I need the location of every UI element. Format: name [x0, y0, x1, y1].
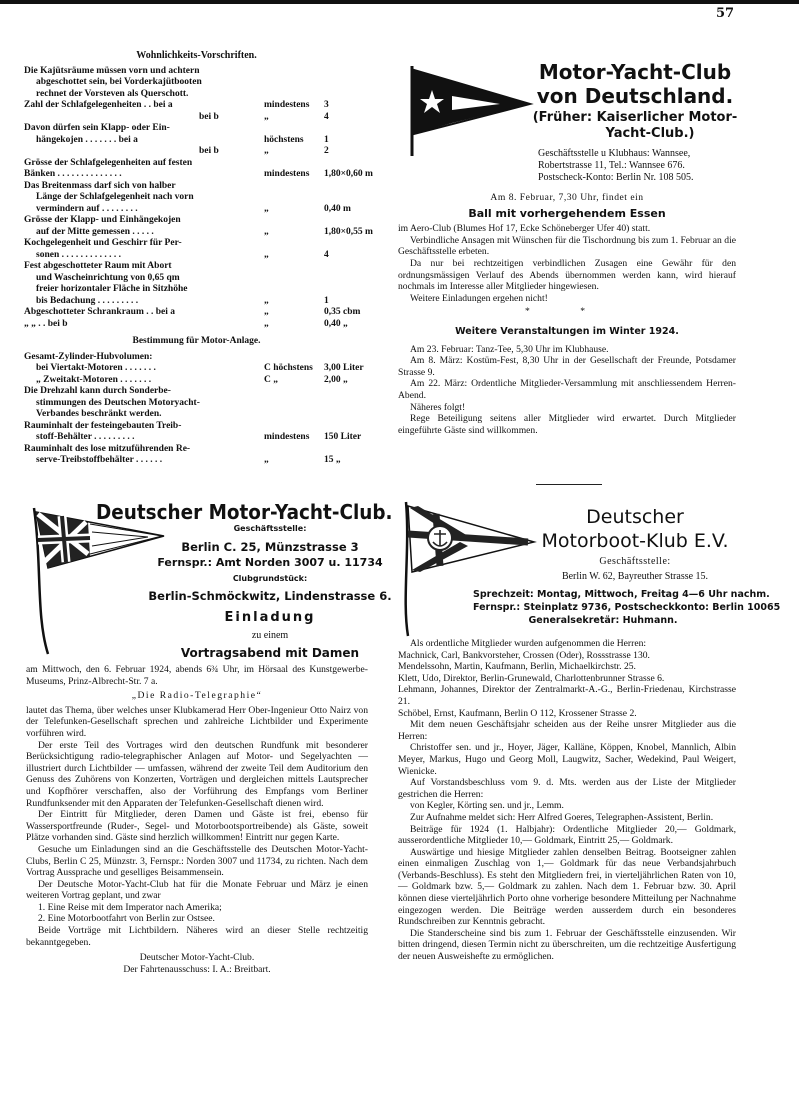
table-row: [24, 307, 369, 319]
table-qualifier: „: [264, 146, 269, 156]
table-label: Kochgelegenheit und Geschirr für Per-: [24, 238, 182, 248]
table-label: Abgeschotteter Schrankraum . . bei a: [24, 307, 176, 317]
table-label: Gesamt-Zylinder-Hubvolumen:: [24, 351, 153, 362]
table-value: 1: [324, 295, 329, 306]
dmk-p3: Christoffer sen. und jr., Hoyer, Jäger, Kalläne, Köppen, Knobel, Mannlich, Albin Meyer, Markus, Hugo und Georg Moll, Laugwitz, Sacher, Wedekind, Paul Weigert, Wienicke.: [398, 742, 736, 777]
table-qualifier: C „: [264, 374, 278, 385]
table-row: [24, 146, 369, 158]
myc-event3: Am 22. März: Ordentliche Mitglieder-Versammlung mit anschliessendem Herren-Abend.: [398, 378, 736, 401]
myc-address2: Robertstrasse 11, Tel.: Wannsee 676.: [538, 160, 685, 171]
table-qualifier: C höchstens: [264, 363, 313, 373]
myc-stars: * *: [525, 306, 609, 318]
table-label: freier horizontaler Fläche in Sitzhöhe: [36, 284, 188, 294]
table-row: [24, 455, 369, 467]
dmk-p6: Zur Aufnahme meldet sich: Herr Alfred Goeres, Telegraphen-Assistent, Berlin.: [410, 811, 714, 823]
dmyc-pennant-icon: [28, 506, 168, 656]
table-label: Fest abgeschotteter Raum mit Abort: [24, 261, 172, 271]
table-label: Rauminhalt des lose mitzuführenden Re-: [24, 443, 191, 454]
dmyc-gs-label: Geschäftsstelle:: [233, 524, 307, 533]
dmyc-title: Deutscher Motor-Yacht-Club.: [96, 500, 393, 524]
dmk-p7: Beiträge für 1924 (1. Halbjahr): Ordentliche Mitglieder 20,— Goldmark, ausserordentliche Mitglieder 10,— Goldmark, Eintritt 25,— Goldmark.: [398, 823, 736, 847]
table-row: [24, 296, 369, 308]
table-row: [24, 123, 369, 135]
myc-p1: im Aero-Club (Blumes Hof 17, Ecke Schöneberger Ufer 40) statt.: [398, 223, 651, 235]
dmyc-zu-einem: zu einem: [251, 630, 289, 641]
table-label: „ Zweitakt-Motoren . . . . . . .: [36, 374, 152, 385]
myc-events-heading: Weitere Veranstaltungen im Winter 1924.: [455, 325, 679, 337]
dmyc-address: Berlin C. 25, Münzstrasse 3: [181, 540, 359, 554]
myc-p2: Verbindliche Ansagen mit Wünschen für die Tischordnung bis zum 1. Februar an die Geschäftsstelle erbeten.: [398, 234, 736, 258]
myc-body: [398, 192, 736, 436]
dmyc-p1: am Mittwoch, den 6. Februar 1924, abends 6¾ Uhr, im Hörsaal des Kunstgewerbe-Museums, Prinz-Albrecht-Str. 7 a.: [26, 664, 368, 687]
table-row: [24, 363, 369, 375]
wohn-title: Wohnlichkeits-Vorschriften.: [136, 50, 257, 61]
table-qualifier: höchstens: [264, 134, 304, 145]
table-row: [24, 192, 369, 204]
table-row: [24, 226, 373, 239]
table-row: [24, 238, 369, 250]
dmk-gs-label: Geschäftsstelle:: [599, 556, 671, 567]
dmyc-list2: 2. Eine Motorbootfahrt von Berlin zur Ostsee.: [38, 913, 215, 925]
table-row: [24, 66, 369, 78]
table-row: [24, 169, 373, 181]
dmk-phone: Fernspr.: Steinplatz 9736, Postscheckkonto: Berlin 10065: [473, 602, 781, 613]
table-label: Die Drehzahl kann durch Sonderbe-: [24, 386, 171, 396]
table-label: Bänken . . . . . . . . . . . . . .: [24, 169, 122, 179]
table-qualifier: „: [264, 249, 269, 260]
table-qualifier: „: [264, 295, 269, 306]
table-row: [24, 135, 369, 147]
table-value: 0,40 m: [324, 203, 351, 214]
dmyc-p5: Gesuche um Einladungen sind an die Geschäftsstelle des Deutschen Motor-Yacht-Clubs, Berlin C 25, Münzstr. 3, Fernspr.: Norden 3007 und 11734, zu richten. Nach dem Vortrag Aussprache und geselliges Beisammensein.: [26, 843, 368, 879]
table-value: 0,35 cbm: [324, 307, 361, 317]
table-label: hängekojen . . . . . . . bei a: [36, 134, 138, 145]
table-row: [24, 421, 369, 433]
table-qualifier: „: [264, 111, 269, 122]
table-row: [24, 284, 369, 296]
table-row: [24, 204, 369, 216]
table-label: vermindern auf . . . . . . . .: [36, 203, 138, 214]
dmk-member3: Klett, Udo, Direktor, Berlin-Grunewald, Charlottenbrunner Strasse 6.: [398, 672, 665, 684]
dmyc-einladung: Einladung: [224, 610, 316, 625]
dmyc-grounds-address: Berlin-Schmöckwitz, Lindenstrasse 6.: [148, 589, 392, 603]
table-label: Verbandes beschränkt werden.: [36, 409, 162, 419]
dmyc-grounds-label: Clubgrundstück:: [232, 574, 308, 583]
myc-p4: Weitere Einladungen ergehen nicht!: [410, 292, 548, 304]
dmyc-sig1: Deutscher Motor-Yacht-Club.: [139, 952, 255, 964]
table-value: 4: [324, 249, 329, 260]
dmk-title2: Motorboot-Klub E.V.: [541, 530, 729, 552]
table-label: serve-Treibstoffbehälter . . . . . .: [36, 455, 163, 465]
table-row: [24, 398, 369, 410]
myc-title2: von Deutschland.: [536, 84, 734, 108]
table-row: [24, 409, 369, 421]
table-label: Rauminhalt der festeingebauten Treib-: [24, 420, 182, 431]
dmk-title1: Deutscher: [586, 506, 684, 528]
table-label: Länge der Schlafgelegenheit nach vorn: [36, 192, 194, 202]
dmyc-p3: Der erste Teil des Vortrages wird den deutschen Rundfunk mit besonderer Berücksichtigung radio-telegraphischer Anlagen auf Motor- und Segelyachten — illustriert durch Lichtbilder — umfassen, während der zweite Teil dem Auditorium den Genuss des Zuhörens von Konzerten, Vorträgen und dergleichen mittels Lautsprecher und Kopfhörer verschaffen, also der Vorführung des Empfangs vom Berliner Rundfunksender mit den Apparaten der Telefunken-Gesellschaft dienen wird.: [26, 739, 368, 809]
myc-address3: Postscheck-Konto: Berlin Nr. 108 505.: [538, 172, 694, 183]
myc-event4: Näheres folgt!: [410, 401, 466, 413]
table-label: bei b: [199, 111, 219, 122]
table-value: 4: [324, 111, 329, 122]
table-value: 2: [324, 146, 329, 156]
dmk-member1: Machnick, Carl, Bankvorsteher, Crossen (Oder), Rossstrasse 130.: [398, 649, 650, 661]
page-number: 57: [716, 6, 735, 21]
myc-subtitle1: (Früher: Kaiserlicher Motor-: [532, 110, 738, 125]
table-row: [24, 181, 369, 193]
table-label: Davon dürfen sein Klapp- oder Ein-: [24, 123, 170, 133]
table-value: 1: [324, 134, 329, 145]
dmyc-p4: Der Eintritt für Mitglieder, deren Damen und Gäste ist frei, ebenso für Wassersportfreunde (Ruder-, Segel- und Motorbootsportreibende) als Gäste, soweit Plätze vorhanden sind. Gäste sind herzlich willkommen! Eintritt nur gegen Karte.: [26, 809, 368, 844]
dmk-p4: Auf Vorstandsbeschluss vom 9. d. Mts. werden aus der Liste der Mitglieder gestrichen die Herren:: [398, 777, 736, 800]
table-value: 15 „: [324, 455, 341, 465]
table-value: 1,80×0,55 m: [324, 226, 373, 237]
myc-title1: Motor-Yacht-Club: [538, 60, 732, 84]
dmyc-p7: Beide Vorträge mit Lichtbildern. Näheres wird an dieser Stelle rechtzeitig bekanntgegeben.: [26, 925, 368, 948]
dmk-p8: Auswärtige und hiesige Mitglieder zahlen denselben Beitrag. Bootseigner zahlen einen einmaligen Zuschlag von 1,— Goldmark für das neue Verbandsjahrbuch (Verbands-Beschluss). Es steht den Mitgliedern frei, in vierteljährlichen Raten von 10,— Goldmark bzw. 5,— Goldmark zu zahlen. Nach dem 1. Februar bzw. 30. April können diese vierteljährlich Porto ohne vorherige besondere Mitteilung per Nachnahme eingezogen werden. Die Beiträge werden ausserdem durch ein besonderes Rundschreiben zur Kenntnis gebracht.: [398, 846, 736, 928]
dmyc-phone: Fernspr.: Amt Norden 3007 u. 11734: [157, 556, 383, 569]
motor-subtitle: Bestimmung für Motor-Anlage.: [132, 336, 261, 346]
wohn-table: [24, 65, 373, 331]
table-qualifier: mindestens: [264, 169, 310, 179]
dmyc-body: [26, 664, 368, 975]
dmk-address: Berlin W. 62, Bayreuther Strasse 15.: [561, 571, 709, 582]
table-label: auf der Mitte gemessen . . . . .: [36, 226, 154, 237]
myc-intro: Am 8. Februar, 7,30 Uhr, findet ein: [490, 192, 644, 203]
myc-event2: Am 8. März: Kostüm-Fest, 8,30 Uhr in der Gesellschaft der Freunde, Potsdamer Strasse 9.: [398, 355, 736, 378]
motor-table: [24, 352, 369, 467]
table-label: bis Bedachung . . . . . . . . .: [36, 295, 139, 306]
dmk-p9: Die Standerscheine sind bis zum 1. Februar der Geschäftsstelle einzusenden. Wir bitten dringend, diesen Termin nicht zu überschreiten, um die rechtzeitige Ausfertigung der neuen Ausweishefte zu ermöglichen.: [398, 927, 736, 963]
top-border: [0, 0, 799, 4]
table-row: [24, 77, 369, 89]
myc-event5: Rege Beteiligung seitens aller Mitglieder wird erwartet. Durch Mitglieder eingeführte Gäste sind willkommen.: [398, 413, 736, 436]
table-row: [24, 100, 369, 112]
table-row: [24, 215, 369, 227]
dmk-body: [398, 638, 736, 963]
myc-ball-heading: Ball mit vorhergehendem Essen: [468, 206, 666, 220]
table-row: [24, 250, 369, 262]
table-qualifier: „: [264, 455, 269, 465]
dmyc-vortrag-heading: Vortragsabend mit Damen: [180, 646, 360, 660]
table-row: [24, 375, 369, 387]
table-qualifier: „: [264, 307, 269, 317]
table-label: Grösse der Klapp- und Einhängekojen: [24, 215, 181, 225]
table-value: 3,00 Liter: [324, 363, 364, 373]
table-row: [24, 261, 369, 273]
table-row: [24, 386, 369, 398]
table-label: abgeschottet sein, bei Vorderkajütbooten: [36, 77, 202, 87]
table-label: Zahl der Schlafgelegenheiten . . bei a: [24, 100, 173, 110]
table-label: und Wascheinrichtung von 0,65 qm: [36, 272, 180, 283]
table-qualifier: „: [264, 226, 269, 237]
myc-event1: Am 23. Februar: Tanz-Tee, 5,30 Uhr im Klubhause.: [410, 343, 609, 355]
dmk-p5: von Kegler, Körting sen. und jr., Lemm.: [410, 800, 564, 812]
table-value: 3: [324, 100, 329, 110]
dmk-p2: Mit dem neuen Geschäftsjahr scheiden aus der Reihe unsrer Mitglieder aus die Herren:: [398, 719, 736, 742]
table-row: [24, 158, 369, 170]
table-label: bei b: [199, 146, 219, 156]
table-row: [24, 432, 369, 444]
table-label: rechnet der Vorsteven als Querschott.: [36, 88, 189, 99]
dmyc-p2: lautet das Thema, über welches unser Klubkamerad Herr Ober-Ingenieur Otto Nairz von der Telefunken-Gesellschaft sprechen und zahlreiche Lichtbilder und Experimente vorführen wird.: [26, 704, 368, 739]
table-label: stimmungen des Deutschen Motoryacht-: [36, 397, 200, 408]
table-value: 0,40 „: [324, 318, 348, 329]
wohn-section: [24, 50, 373, 467]
table-value: 1,80×0,60 m: [324, 169, 373, 179]
table-qualifier: „: [264, 318, 269, 329]
myc-address1: Geschäftsstelle u Klubhaus: Wannsee,: [538, 148, 691, 159]
dmyc-sig2: Der Fahrtenausschuss: I. A.: Breitbart.: [123, 963, 271, 975]
table-row: [24, 273, 369, 285]
dmyc-p6: Der Deutsche Motor-Yacht-Club hat für die Monate Februar und März je einen weiteren Vortrag geplant, und zwar: [26, 878, 368, 902]
table-label: „ „ . . bei b: [24, 318, 68, 329]
dmk-p1: Als ordentliche Mitglieder wurden aufgenommen die Herren:: [410, 638, 647, 649]
table-label: sonen . . . . . . . . . . . . .: [36, 249, 121, 260]
table-label: Das Breitenmass darf sich von halber: [24, 180, 176, 191]
table-row: [24, 444, 369, 456]
myc-subtitle2: Yacht-Club.): [605, 126, 695, 141]
table-label: bei Viertakt-Motoren . . . . . . .: [36, 363, 156, 373]
dmk-member4: Lehmann, Johannes, Direktor der Zentralmarkt-A.-G., Berlin-Friedenau, Kirchstrasse 21.: [398, 684, 736, 707]
table-row: [24, 319, 369, 331]
table-qualifier: mindestens: [264, 432, 310, 442]
table-label: Die Kajütsräume müssen vorn und achtern: [24, 65, 200, 76]
dmk-gensek: Generalsekretär: Huhmann.: [528, 615, 678, 626]
table-value: 150 Liter: [324, 432, 362, 442]
dmyc-quote: „Die Radio-Telegraphie“: [131, 690, 263, 702]
table-label: Grösse der Schlafgelegenheiten auf festen: [24, 157, 193, 168]
table-row: [24, 89, 369, 101]
table-qualifier: mindestens: [264, 100, 310, 110]
table-label: stoff-Behälter . . . . . . . . .: [36, 432, 135, 442]
table-row: [24, 352, 369, 364]
dmk-sprechzeit: Sprechzeit: Montag, Mittwoch, Freitag 4—6 Uhr nachm.: [473, 589, 770, 600]
table-row: [24, 112, 369, 124]
table-qualifier: „: [264, 203, 269, 214]
dmk-member2: Mendelssohn, Martin, Kaufmann, Berlin, Michaelkirchstr. 25.: [398, 661, 636, 673]
myc-p3: Da nur bei rechtzeitigen verbindlichen Zusagen eine Gewähr für den ordnungsmässigen Verlauf des Abends übernommen werden kann, wird hierauf nochmals im Interesse aller Mitglieder hingewiesen.: [398, 257, 736, 293]
divider-right: [536, 484, 602, 485]
dmk-member5: Schöbel, Ernst, Kaufmann, Berlin O 112, Krossener Strasse 2.: [398, 707, 637, 719]
table-value: 2,00 „: [324, 374, 348, 385]
myc-pennant-icon: [404, 66, 534, 156]
dmyc-list1: 1. Eine Reise mit dem Imperator nach Amerika;: [38, 901, 222, 913]
